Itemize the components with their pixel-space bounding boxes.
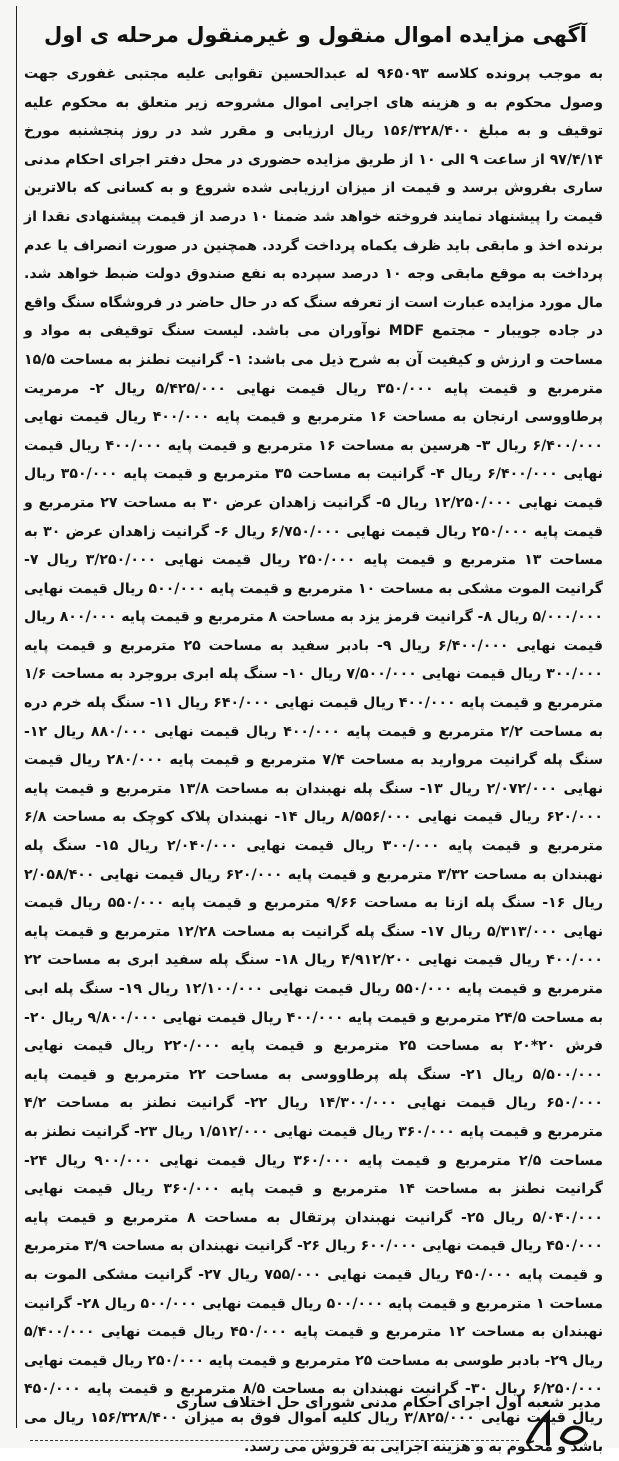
notice-body: به موجب پرونده کلاسه ۹۶۵۰۹۳ له عبدالحسین تقوایی علیه مجتبی غفوری جهت وصول محکوم به و هزینه های اجرایی اموال مشروحه زیر متعلق به محکوم علیه توقیف و به مبلغ ۱۵۶/۳۲۸/۴۰۰ ریال ارزیابی و مقرر شد در روز پنجشنبه مورخ ۹۷/۴/۱۴ از ساعت ۹ الی ۱۰ از طریق مزایده حضوری در محل دفتر اجرای احکام مدنی ساری بفروش برسد و قیمت از میزان ارزیابی شده شروع و به کسانی که بالاترین قیمت را پیشنهاد نمایند فروخته خواهد شد ضمنا ۱۰ درصد از قیمت پیشنهادی نقدا از برنده اخذ و مابقی باید ظرف یکماه پرداخت گردد. همچنین در صورت انصراف یا عدم پرداخت به موقع مابقی وجه ۱۰ درصد سپرده به نفع صندوق دولت ضبط خواهد شد. مال مورد مزایده عبارت است از تعرفه سنگ که در حال حاضر در فروشگاه سنگ واقع در جاده جویبار - مجتمع MDF نوآوران می باشد. لیست سنگ توقیفی به مواد و مساحت و ارزش و کیفیت آن به شرح ذیل می باشد: ۱- گرانیت نطنز به مساحت ۱۵/۵ مترمربع و قیمت پایه ۳۵۰/۰۰۰ ریال قیمت نهایی ۵/۴۲۵/۰۰۰ ریال ۲- مرمریت پرطاووسی ارنجان به مساحت ۱۶ مترمربع و قیمت پایه ۴۰۰/۰۰۰ ریال قیمت نهایی ۶/۴۰۰/۰۰۰ ریال ۳- هرسین به مساحت ۱۶ مترمربع و قیمت پایه ۴۰۰/۰۰۰ ریال قیمت نهایی ۶/۴۰۰/۰۰۰ ریال ۴- گرانیت به مساحت ۳۵ مترمربع و قیمت پایه ۳۵۰/۰۰۰ ریال قیمت نهایی ۱۲/۲۵۰/۰۰۰ ریال ۵- گرانیت زاهدان عرض ۳۰ به مساحت ۲۷ مترمربع و قیمت پایه ۲۵۰/۰۰۰ ریال قیمت نهایی ۶/۷۵۰/۰۰۰ ریال ۶- گرانیت زاهدان عرض ۳۰ به مساحت ۱۳ مترمربع و قیمت پایه ۲۵۰/۰۰۰ ریال قیمت نهایی ۳/۲۵۰/۰۰۰ ریال ۷- گرانیت الموت مشکی به مساحت ۱۰ مترمربع و قیمت پایه ۵۰۰/۰۰۰ ریال قیمت نهایی ۵/۰۰۰/۰۰۰ ریال ۸- گرانیت قرمز یزد به مساحت ۸ مترمربع و قیمت پایه ۸۰۰/۰۰۰ ریال قیمت نهایی ۶/۴۰۰/۰۰۰ ریال ۹- بادبر سفید به مساحت ۲۵ مترمربع و قیمت پایه ۳۰۰/۰۰۰ ریال قیمت نهایی ۷/۵۰۰/۰۰۰ ریال ۱۰- سنگ پله ابری بروجرد به مساحت ۱/۶ مترمربع و قیمت پایه ۴۰۰/۰۰۰ ریال قیمت نهایی ۶۴۰/۰۰۰ ریال ۱۱- سنگ پله خرم دره به مساحت ۲/۲ مترمربع و قیمت پایه ۴۰۰/۰۰۰ ریال قیمت نهایی ۸۸۰/۰۰۰ ریال ۱۲- سنگ پله گرانیت مروارید به مساحت ۷/۴ مترمربع و قیمت پایه ۲۸۰/۰۰۰ ریال قیمت نهایی ۲/۰۷۲/۰۰۰ ریال ۱۳- سنگ پله نهبندان به مساحت ۱۳/۸ مترمربع و قیمت پایه ۶۲۰/۰۰۰ ریال قیمت نهایی ۸/۵۵۶/۰۰۰ ریال ۱۴- نهبندان پلاک کوچک به مساحت ۶/۸ مترمربع و قیمت پایه ۳۰۰/۰۰۰ ریال قیمت نهایی ۲/۰۴۰/۰۰۰ ریال ۱۵- سنگ پله نهبندان به مساحت ۳/۳۲ مترمربع و قیمت پایه ۶۲۰/۰۰۰ ریال قیمت نهایی ۲/۰۵۸/۴۰۰ ریال ۱۶- سنگ پله ازنا به مساحت ۹/۶۶ مترمربع و قیمت پایه ۵۵۰/۰۰۰ ریال قیمت نهایی ۵/۳۱۳/۰۰۰ ریال ۱۷- سنگ پله گرانیت به مساحت ۱۲/۲۸ مترمربع و قیمت پایه ۴۰۰/۰۰۰ ریال قیمت نهایی ۴/۹۱۲/۲۰۰ ریال ۱۸- سنگ پله سفید ابری به مساحت ۲۲ مترمربع و قیمت پایه ۵۵۰/۰۰۰ ریال قیمت نهایی ۱۲/۱۰۰/۰۰۰ ریال ۱۹- سنگ پله ابی به مساحت ۲۴/۵ مترمربع و قیمت پایه ۴۰۰/۰۰۰ ریال قیمت نهایی ۹/۸۰۰/۰۰۰ ریال ۲۰- فرش ۲۰*۲۰ به مساحت ۲۵ مترمربع و قیمت پایه ۲۲۰/۰۰۰ ریال قیمت نهایی ۵/۵۰۰/۰۰۰ ریال ۲۱- سنگ پله پرطاووسی به مساحت ۲۲ مترمربع و قیمت پایه ۶۵۰/۰۰۰ ریال قیمت نهایی ۱۴/۳۰۰/۰۰۰ ریال ۲۲- گرانیت نطنز به مساحت ۴/۲ مترمربع و قیمت پایه ۳۶۰/۰۰۰ ریال قیمت نهایی ۱/۵۱۲/۰۰۰ ریال ۲۳- گرانیت نطنز به مساحت ۲/۵ مترمربع و قیمت پایه ۳۶۰/۰۰۰ ریال قیمت نهایی ۹۰۰/۰۰۰ ریال ۲۴- گرانیت نطنز به مساحت ۱۴ مترمربع و قیمت پایه ۳۶۰/۰۰۰ ریال قیمت نهایی ۵/۰۴۰/۰۰۰ ریال ۲۵- گرانیت نهبندان پرتقال به مساحت ۸ مترمربع و قیمت پایه ۴۵۰/۰۰۰ ریال قیمت نهایی ۶۰۰/۰۰۰ ریال ۲۶- گرانیت نهبندان به مساحت ۳/۹ مترمربع و قیمت پایه ۴۵۰/۰۰۰ ریال قیمت نهایی ۷۵۵/۰۰۰ ریال ۲۷- گرانیت مشکی الموت به مساحت ۱ مترمربع و قیمت پایه ۵۰۰/۰۰۰ ریال قیمت نهایی ۵۰۰/۰۰۰ ریال ۲۸- گرانیت نهبندان به مساحت ۱۲ مترمربع و قیمت پایه ۴۵۰/۰۰۰ ریال قیمت نهایی ۵/۴۰۰/۰۰۰ ریال ۲۹- بادبر طوسی به مساحت ۲۵ مترمربع و قیمت پایه ۲۵۰/۰۰۰ ریال قیمت نهایی ۶/۲۵۰/۰۰۰ ریال ۳۰- گرانیت نهبندان به مساحت ۸/۵ مترمربع و قیمت پایه ۴۵۰/۰۰۰ ریال قیمت نهایی ۳/۸۲۵/۰۰۰ ریال کلیه اموال فوق به میزان ۱۵۶/۳۲۸/۴۰۰ ریال می باشد و محکوم به و هزینه اجرایی به فروش می رسد. [24,66,604,1455]
bottom-dashed-divider [30,1440,519,1441]
notice-signature: مدیر شعبه اول اجرای احکام مدنی شورای حل اختلاف ساری [176,1395,601,1411]
handwritten-mark [522,1408,592,1448]
notice-title: آگهی مزایده اموال منقول و غیرمنقول مرحله ی اول [44,23,587,47]
